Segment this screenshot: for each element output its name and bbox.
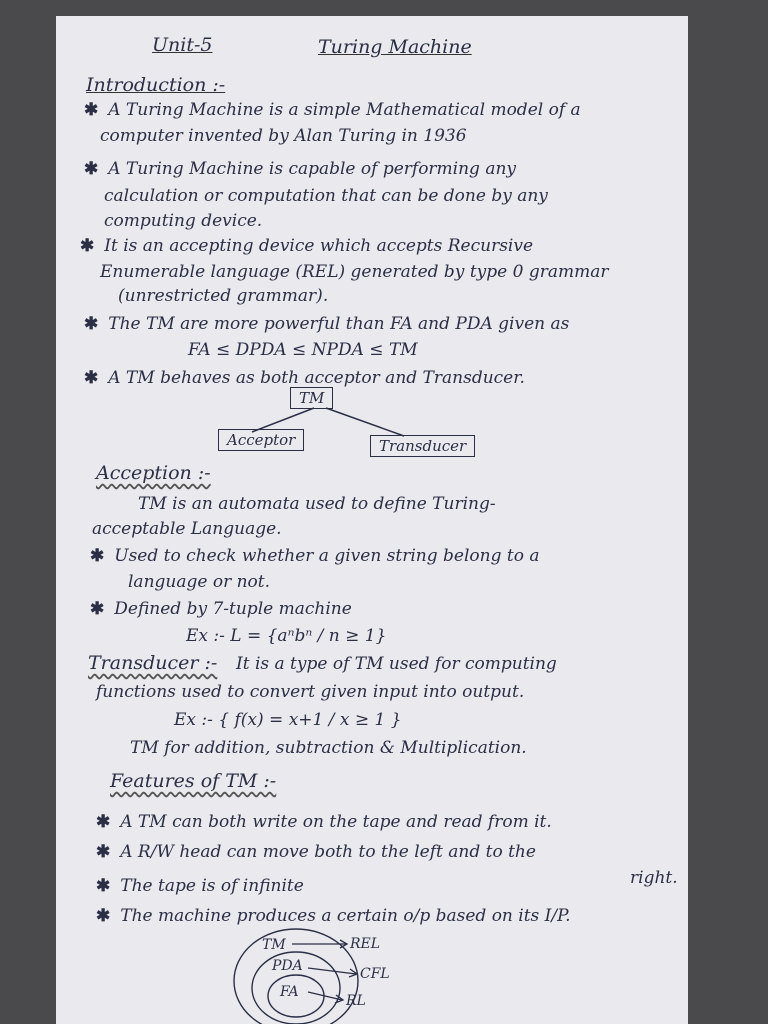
- acception-heading: Acception :-: [96, 462, 211, 484]
- intro-b3-line3: (unrestricted grammar).: [118, 286, 329, 306]
- hierarchy-pda-label: PDA: [272, 958, 303, 974]
- hierarchy-rel-label: REL: [350, 936, 381, 952]
- transducer-line2: functions used to convert given input into output.: [96, 682, 525, 702]
- bullet-icon: ✱: [84, 368, 99, 388]
- intro-b1-line2: computer invented by Alan Turing in 1936: [100, 126, 467, 146]
- hierarchy-rl-label: RL: [346, 993, 366, 1009]
- bullet-icon: ✱: [84, 159, 99, 179]
- intro-b4-line1: The TM are more powerful than FA and PDA given as: [108, 314, 570, 334]
- feature-2-line1: A R/W head can move both to the left and to the: [120, 842, 536, 862]
- feature-2-line2: right.: [630, 868, 678, 888]
- acception-b1-line1: Used to check whether a given string belong to a: [114, 546, 540, 566]
- bullet-icon: ✱: [96, 876, 111, 896]
- bullet-icon: ✱: [84, 314, 99, 334]
- intro-b2-line2: calculation or computation that can be done by any: [104, 186, 548, 206]
- page-title: Turing Machine: [318, 36, 472, 58]
- intro-b3-line2: Enumerable language (REL) generated by type 0 grammar: [100, 262, 609, 282]
- introduction-heading: Introduction :-: [86, 74, 226, 96]
- tree-node-transducer: Transducer: [370, 435, 475, 457]
- features-heading: Features of TM :-: [110, 770, 277, 792]
- power-inequality: FA ≤ DPDA ≤ NPDA ≤ TM: [188, 340, 418, 360]
- tm-ellipse: [234, 929, 358, 1024]
- bullet-icon: ✱: [84, 100, 99, 120]
- hierarchy-tm-label: TM: [262, 937, 286, 953]
- acception-line1: TM is an automata used to define Turing-: [138, 494, 496, 514]
- transducer-example: Ex :- { f(x) = x+1 / x ≥ 1 }: [174, 710, 402, 730]
- feature-1-text: A TM can both write on the tape and read from it.: [120, 812, 552, 832]
- tree-node-tm: TM: [290, 387, 333, 409]
- intro-b3-line1: It is an accepting device which accepts Recursive: [104, 236, 534, 256]
- acception-b1-line2: language or not.: [128, 572, 271, 592]
- transducer-line3: TM for addition, subtraction & Multiplication.: [130, 738, 527, 758]
- language-hierarchy-diagram: [56, 16, 688, 1024]
- acception-example: Ex :- L = {aⁿbⁿ / n ≥ 1}: [186, 626, 387, 646]
- arrow-cfl: [308, 968, 356, 974]
- intro-b1-line1: A Turing Machine is a simple Mathematical model of a: [108, 100, 581, 120]
- acception-line2: acceptable Language.: [92, 519, 282, 539]
- hierarchy-fa-label: FA: [280, 984, 299, 1000]
- transducer-line1: It is a type of TM used for computing: [236, 654, 557, 674]
- bullet-icon: ✱: [96, 812, 111, 832]
- intro-b2-line1: A Turing Machine is capable of performing any: [108, 159, 517, 179]
- bullet-icon: ✱: [80, 236, 95, 256]
- feature-3-text: The tape is of infinite: [120, 876, 304, 896]
- bullet-icon: ✱: [90, 599, 105, 619]
- intro-b5-line1: A TM behaves as both acceptor and Transducer.: [108, 368, 525, 388]
- tree-node-acceptor: Acceptor: [218, 429, 304, 451]
- acception-b2-line1: Defined by 7-tuple machine: [114, 599, 352, 619]
- intro-b2-line3: computing device.: [104, 211, 263, 231]
- bullet-icon: ✱: [96, 906, 111, 926]
- bullet-icon: ✱: [96, 842, 111, 862]
- feature-4-text: The machine produces a certain o/p based on its I/P.: [120, 906, 571, 926]
- notebook-page: [56, 16, 688, 1024]
- hierarchy-cfl-label: CFL: [360, 966, 390, 982]
- unit-label: Unit-5: [152, 34, 213, 56]
- transducer-heading: Transducer :-: [88, 652, 218, 674]
- bullet-icon: ✱: [90, 546, 105, 566]
